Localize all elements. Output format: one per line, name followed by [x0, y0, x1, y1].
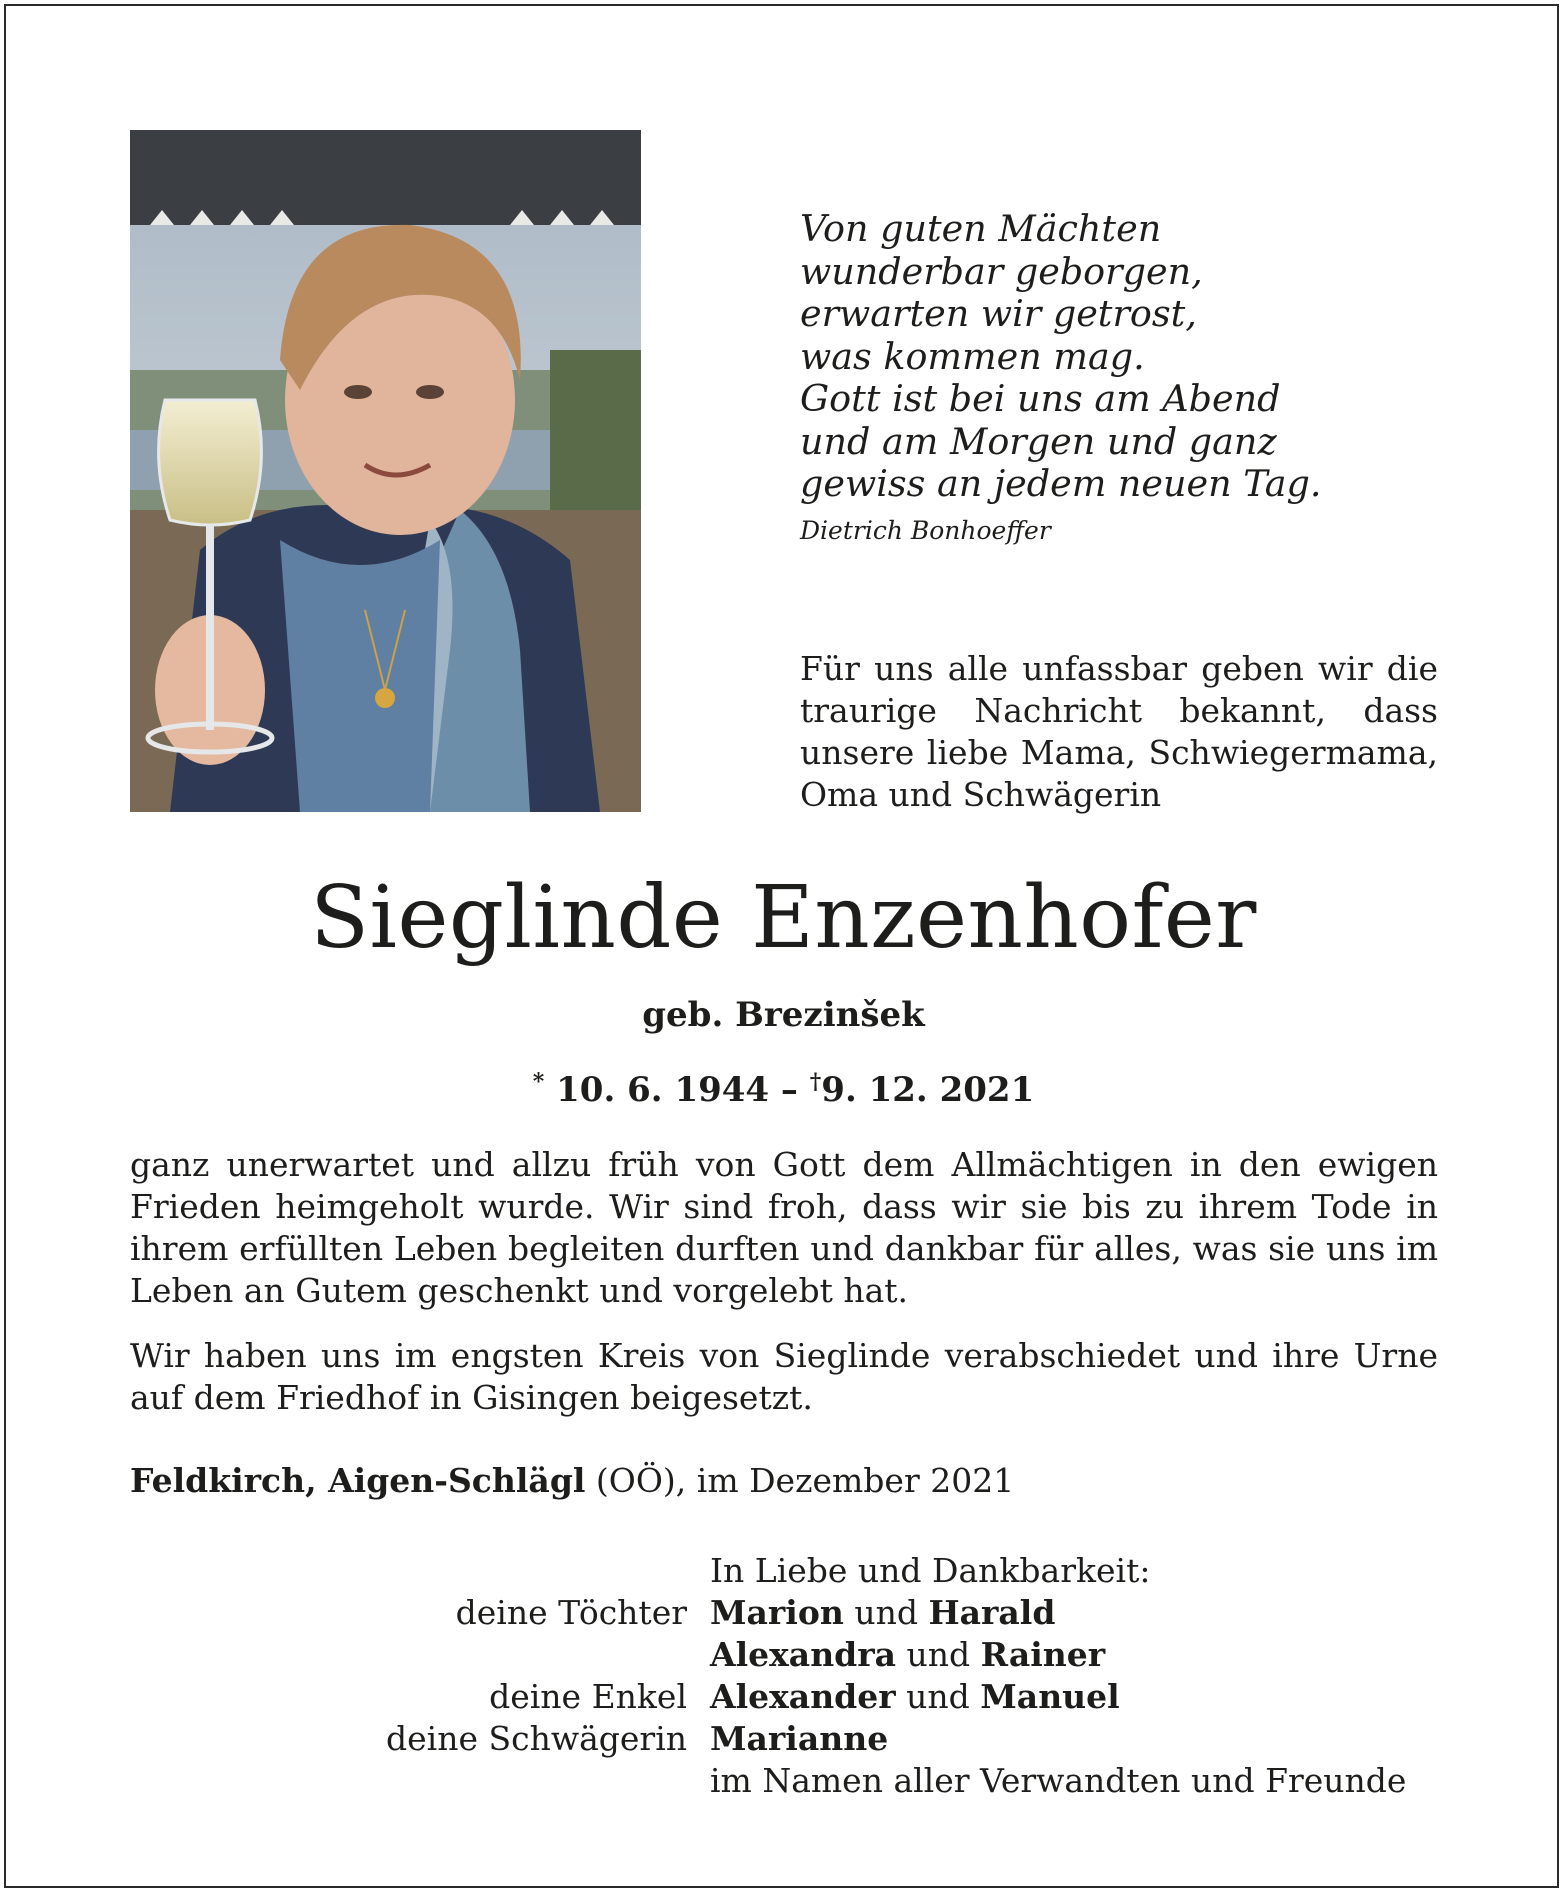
date-dash: –: [780, 1070, 798, 1110]
quote-line: Gott ist bei uns am Abend: [800, 377, 1281, 420]
portrait-photo: [130, 130, 641, 812]
paragraph-line: Frieden heimgeholt wurde. Wir sind froh, dass wir sie bis zu ihrem Tode in: [130, 1187, 1438, 1226]
signer-names: [710, 1635, 1105, 1674]
signature-closing: im Namen aller Verwandten und Freunde: [710, 1761, 1407, 1800]
quote-line: Von guten Mächten: [800, 207, 1162, 250]
maiden-name: geb. Brezinšek: [642, 995, 925, 1035]
region-and-date: (OÖ), im Dezember 2021: [585, 1461, 1015, 1500]
death-symbol: †: [809, 1069, 822, 1095]
intro-line: Oma und Schwägerin: [800, 775, 1162, 814]
death-date: 9. 12. 2021: [821, 1070, 1035, 1110]
paragraph-line: ihrem erfüllten Leben begleiten durften und dankbar für alles, was sie uns im: [130, 1229, 1438, 1268]
signer-names: [710, 1677, 1120, 1716]
birth-date: 10. 6. 1944: [556, 1070, 770, 1110]
and-word: und: [895, 1677, 981, 1716]
intro-line: unsere liebe Mama, Schwiegermama,: [800, 733, 1438, 772]
intro-text: [800, 648, 1438, 816]
quote-line: erwarten wir getrost,: [800, 292, 1197, 335]
quote-line: gewiss an jedem neuen Tag.: [800, 462, 1322, 505]
signer-name: Rainer: [980, 1635, 1106, 1674]
paragraph-line: ganz unerwartet und allzu früh von Gott dem Allmächtigen in den ewigen: [130, 1145, 1438, 1184]
life-dates: [0, 1058, 1567, 1114]
intro-line: Für uns alle unfassbar geben wir die: [800, 649, 1438, 688]
announcement-paragraph: [130, 1144, 1438, 1312]
signer-names: [710, 1719, 888, 1758]
birth-symbol: *: [532, 1069, 545, 1095]
burial-paragraph: [130, 1335, 1438, 1419]
relation-label: deine Enkel: [489, 1677, 687, 1716]
quote-line: was kommen mag.: [800, 334, 1145, 378]
quote-block: [800, 208, 1460, 546]
signature-intro: In Liebe und Dankbarkeit:: [710, 1551, 1151, 1590]
signer-name: Harald: [928, 1593, 1056, 1632]
paragraph-line: auf dem Friedhof in Gisingen beigesetzt.: [130, 1378, 813, 1417]
signer-name: Marianne: [710, 1719, 889, 1758]
and-word: und: [843, 1593, 929, 1632]
place-and-date: [130, 1460, 1014, 1502]
places: Feldkirch, Aigen-Schlägl: [130, 1461, 586, 1500]
signer-names: [710, 1593, 1055, 1632]
paragraph-line: Wir haben uns im engsten Kreis von Sieglinde verabschiedet und ihre Urne: [130, 1336, 1438, 1375]
relation-label: deine Töchter: [455, 1593, 687, 1632]
and-word: und: [896, 1635, 981, 1674]
quote-line: und am Morgen und ganz: [800, 419, 1277, 463]
intro-line: traurige Nachricht bekannt, dass: [800, 691, 1438, 730]
signer-name: Manuel: [980, 1677, 1120, 1716]
quote-author: Dietrich Bonhoeffer: [800, 515, 1051, 545]
relation-label: deine Schwägerin: [386, 1719, 687, 1758]
deceased-name: Sieglinde Enzenhofer: [310, 868, 1257, 968]
signer-name: Marion: [710, 1593, 844, 1632]
paragraph-line: Leben an Gutem geschenkt und vorgelebt hat.: [130, 1271, 908, 1310]
signer-name: Alexandra: [710, 1635, 897, 1674]
quote-line: wunderbar geborgen,: [800, 249, 1203, 293]
signer-name: Alexander: [710, 1677, 896, 1716]
